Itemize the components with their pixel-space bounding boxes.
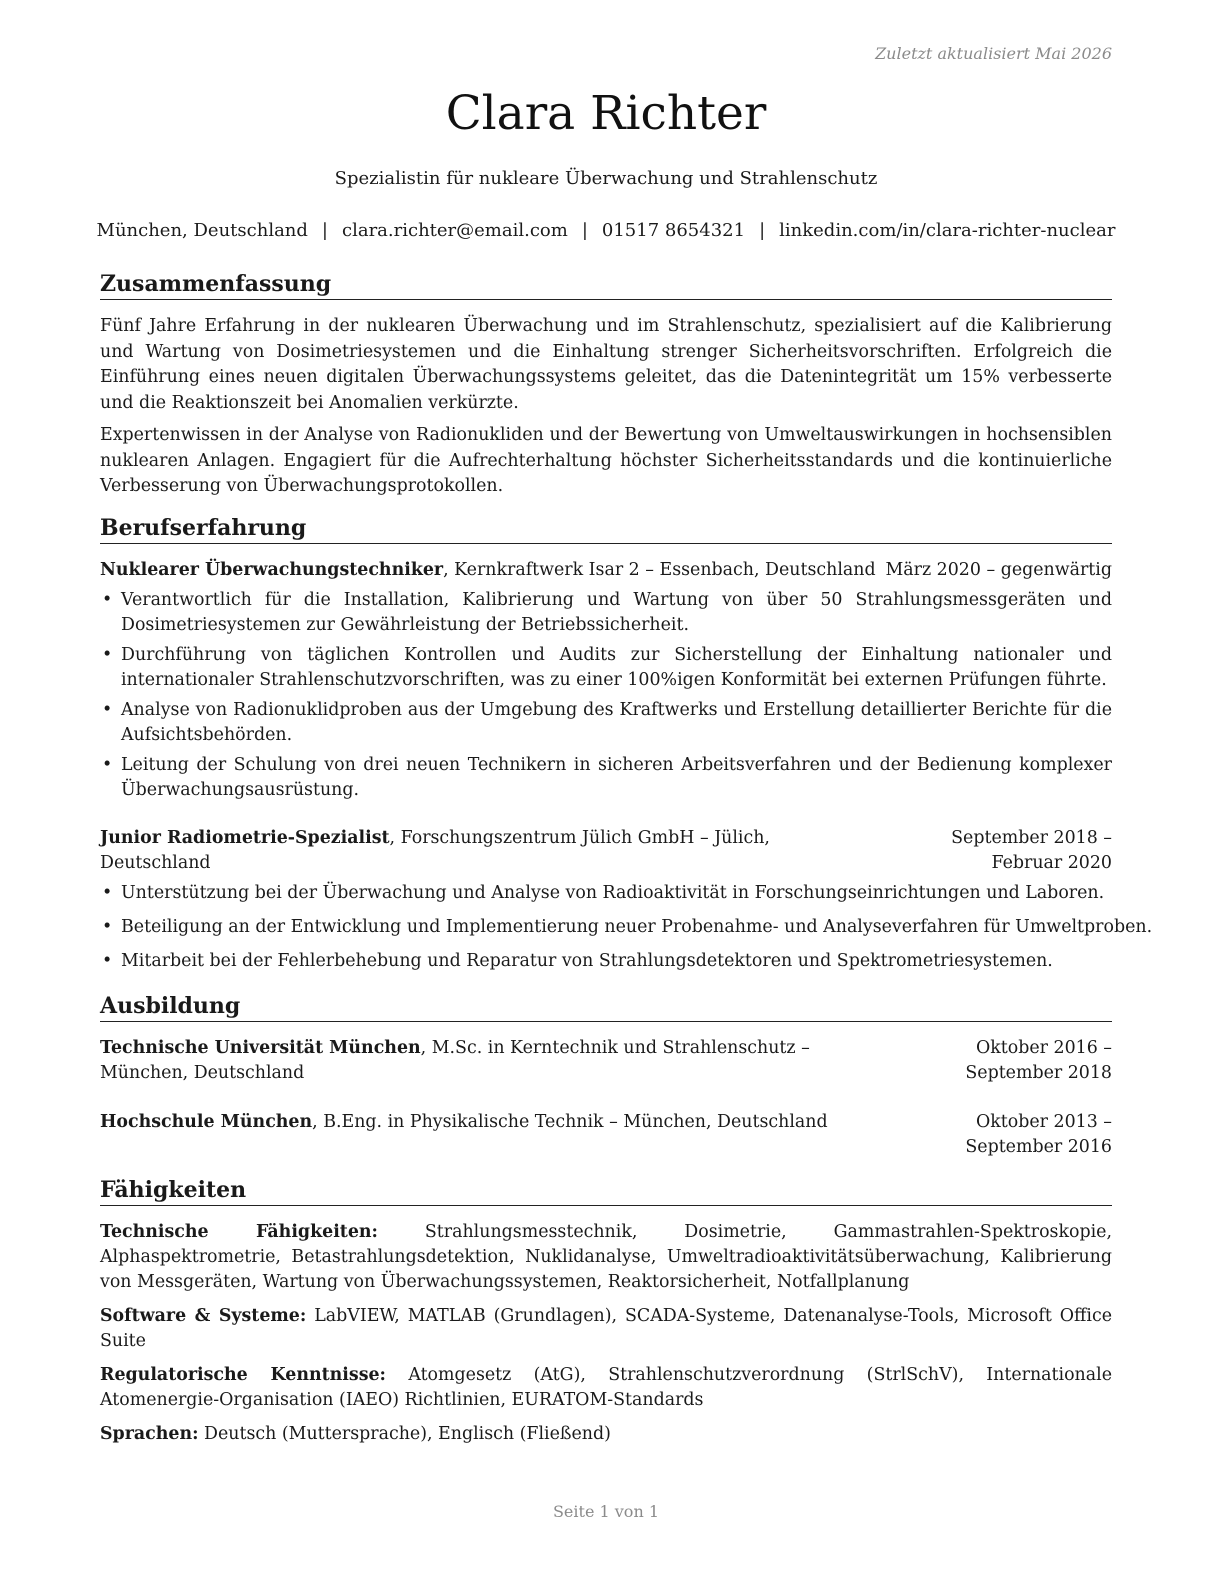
job-bullet: • Leitung der Schulung von drei neuen Technikern in sicheren Arbeitsverfahren und der Bedienung komplexer Überwachungsausrüstung. (100, 753, 1112, 803)
summary-paragraph: Expertenwissen in der Analyse von Radionukliden und der Bewertung von Umweltauswirkungen in hochsensiblen nuklearen Anlagen. Engagiert für die Aufrechterhaltung höchster Sicherheitsstandards und die kontinuierliche Verbesserung von Überwachungsprotokollen. (100, 425, 1112, 496)
summary-paragraph: Fünf Jahre Erfahrung in der nuklearen Überwachung und im Strahlenschutz, spezialisiert auf die Kalibrierung und Wartung von Dosimetriesystemen und die Einhaltung strenger Sicherheitsvorschriften. Erfolgreich die Einführung eines neuen digitalen Überwachungssystems geleitet, das die Datenintegrität um 15% verbesserte und die Reaktionszeit bei Anomalien verkürzte. (100, 316, 1112, 413)
job-org: , Kernkraftwerk Isar 2 – Essenbach, Deutschland (443, 560, 876, 580)
skills-heading: Fähigkeiten (100, 1176, 1112, 1206)
summary-section (100, 270, 1112, 500)
job-org: , Forschungszentrum Jülich GmbH – Jülich, Deutschland (100, 828, 770, 873)
candidate-name: Clara Richter (445, 86, 767, 141)
contact-separator: | (581, 220, 588, 241)
job-entry (100, 826, 1153, 974)
education-school: Technische Universität München (100, 1038, 421, 1058)
skill-label: Sprachen: (100, 1424, 199, 1444)
job-bullet: • Verantwortlich für die Installation, Kalibrierung und Wartung von über 50 Strahlungsmessgeräten und Dosimetriesystemen zur Gewährleistung der Betriebssicherheit. (100, 588, 1112, 638)
experience-section (100, 514, 1153, 974)
contact-separator: | (321, 220, 328, 241)
education-school: Hochschule München (100, 1112, 313, 1132)
experience-heading: Berufserfahrung (100, 514, 1112, 544)
education-dates: Oktober 2016 – September 2018 (965, 1038, 1112, 1083)
education-degree: , M.Sc. in Kerntechnik und Strahlenschutz – München, Deutschland (100, 1038, 810, 1083)
skills-section (100, 1176, 1112, 1447)
skill-text: Atomgesetz (AtG), Strahlenschutzverordnung (StrlSchV), Internationale Atomenergie-Organisation (IAEO) Richtlinien, EURATOM-Standards (100, 1365, 1112, 1410)
education-dates: Oktober 2013 – September 2016 (965, 1112, 1112, 1157)
job-bullets (100, 588, 1112, 803)
contact-line (90, 220, 1122, 241)
job-bullet: • Durchführung von täglichen Kontrollen und Audits zur Sicherstellung der Einhaltung nationaler und internationaler Strahlenschutzvorschriften, was zu einer 100%igen Konformität bei externen Prüfungen führte. (100, 643, 1112, 693)
contact-separator: | (759, 220, 766, 241)
education-heading: Ausbildung (100, 992, 1112, 1022)
skill-text: Strahlungsmesstechnik, Dosimetrie, Gammastrahlen-Spektroskopie, Alphaspektrometrie, Betastrahlungsdetektion, Nuklidanalyse, Umweltradioaktivitätsüberwachung, Kalibrierung von Messgeräten, Wartung von Überwachungssystemen, Reaktorsicherheit, Notfallplanung (100, 1222, 1112, 1292)
contact-location: München, Deutschland (96, 220, 308, 241)
education-section (100, 992, 1112, 1160)
job-entry (100, 558, 1112, 803)
job-bullets (100, 881, 1153, 974)
job-header (100, 558, 1112, 583)
skill-line (100, 1304, 1112, 1354)
skill-label: Regulatorische Kenntnisse: (100, 1365, 386, 1385)
education-entry (100, 1036, 1112, 1086)
skill-text: LabVIEW, MATLAB (Grundlagen), SCADA-Systeme, Datenanalyse-Tools, Microsoft Office Suite (100, 1306, 1113, 1351)
education-degree: , B.Eng. in Physikalische Technik – München, Deutschland (312, 1112, 828, 1132)
page-number: Seite 1 von 1 (552, 1502, 660, 1521)
job-role: Nuklearer Überwachungstechniker (100, 560, 444, 580)
education-entry (100, 1110, 1112, 1160)
skill-line (100, 1363, 1112, 1413)
contact-email[interactable]: clara.richter@email.com (342, 220, 568, 241)
job-header (100, 826, 1112, 876)
skill-label: Software & Systeme: (100, 1306, 307, 1326)
contact-phone: 01517 8654321 (601, 220, 746, 241)
job-bullet: • Mitarbeit bei der Fehlerbehebung und Reparatur von Strahlungsdetektoren und Spektrometriesystemen. (100, 949, 1112, 974)
skill-label: Technische Fähigkeiten: (100, 1222, 378, 1242)
job-role: Junior Radiometrie-Spezialist (100, 828, 390, 848)
last-updated: Zuletzt aktualisiert Mai 2026 (875, 44, 1112, 63)
skill-line (100, 1422, 1112, 1447)
summary-heading: Zusammenfassung (100, 270, 1112, 300)
job-bullet: • Analyse von Radionuklidproben aus der Umgebung des Kraftwerks und Erstellung detaillierter Berichte für die Aufsichtsbehörden. (100, 698, 1112, 748)
job-dates: September 2018 – Februar 2020 (951, 828, 1112, 873)
skill-line (100, 1220, 1112, 1295)
job-dates: März 2020 – gegenwärtig (885, 560, 1112, 580)
job-bullet: • Beteiligung an der Entwicklung und Implementierung neuer Probenahme- und Analyseverfahren für Umweltproben. (100, 915, 1112, 940)
job-bullet: • Unterstützung bei der Überwachung und Analyse von Radioaktivität in Forschungseinrichtungen und Laboren. (100, 881, 1112, 906)
candidate-title: Spezialistin für nukleare Überwachung und Strahlenschutz (334, 168, 878, 189)
contact-linkedin[interactable]: linkedin.com/in/clara-richter-nuclear (779, 220, 1116, 241)
skill-text: Deutsch (Muttersprache), Englisch (Fließend) (198, 1424, 611, 1444)
